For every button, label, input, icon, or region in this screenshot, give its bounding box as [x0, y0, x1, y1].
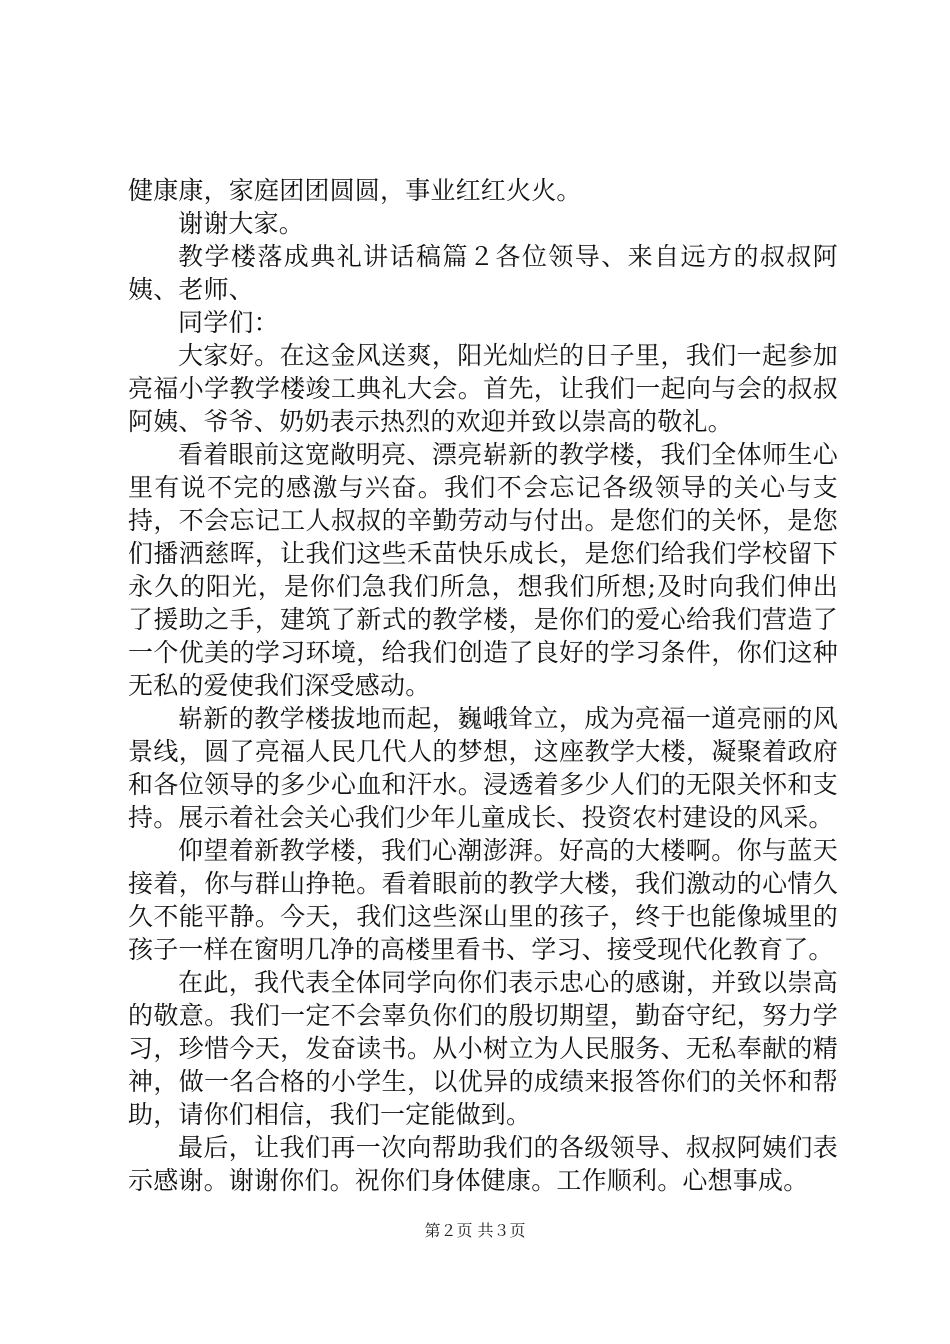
paragraph-3: 教学楼落成典礼讲话稿篇２各位领导、来自远方的叔叔阿姨、老师、 [128, 242, 838, 304]
page-number-footer: 第２页 共３页 [424, 1221, 526, 1240]
paragraph-8: 仰望着新教学楼，我们心潮澎湃。好高的大楼啊。你与蓝天接着，你与群山挣艳。看着眼前的教学大楼，我们激动的心情久久不能平静。今天，我们这些深山里的孩子，终于也能像城里的孩子一样在窗明几净的高楼里看书、学习、接受现代化教育了。 [128, 836, 838, 964]
paragraph-2: 谢谢大家。 [178, 209, 305, 238]
paragraph-5: 大家好。在这金风送爽，阳光灿烂的日子里，我们一起参加亮福小学教学楼竣工典礼大会。首先，让我们一起向与会的叔叔阿姨、爷爷、奶奶表示热烈的欢迎并致以崇高的敬礼。 [128, 341, 838, 436]
paragraph-10: 最后，让我们再一次向帮助我们的各级领导、叔叔阿姨们表示感谢。谢谢你们。祝你们身体健康。工作顺利。心想事成。 [128, 1133, 838, 1195]
paragraph-9: 在此，我代表全体同学向你们表示忠心的感谢，并致以崇高的敬意。我们一定不会辜负你们的殷切期望，勤奋守纪，努力学习，珍惜今天，发奋读书。从小树立为人民服务、无私奉献的精神，做一名合格的小学生，以优异的成绩来报答你们的关怀和帮助，请你们相信，我们一定能做到。 [128, 968, 838, 1129]
paragraph-6: 看着眼前这宽敞明亮、漂亮崭新的教学楼，我们全体师生心里有说不完的感激与兴奋。我们不会忘记各级领导的关心与支持，不会忘记工人叔叔的辛勤劳动与付出。是您们的关怀，是您们播洒慈晖，让我们这些禾苗快乐成长，是您们给我们学校留下永久的阳光，是你们急我们所急，想我们所想;及时向我们伸出了援助之手，建筑了新式的教学楼，是你们的爱心给我们营造了一个优美的学习环境，给我们创造了良好的学习条件，你们这种无私的爱使我们深受感动。 [128, 440, 838, 700]
document-body [128, 174, 838, 1197]
paragraph-1: 健康康，家庭团团圆圆，事业红红火火。 [128, 176, 582, 205]
paragraph-7: 崭新的教学楼拔地而起，巍峨耸立，成为亮福一道亮丽的风景线，圆了亮福人民几代人的梦想，这座教学大楼，凝聚着政府和各位领导的多少心血和汗水。浸透着多少人们的无限关怀和支持。展示着社会关心我们少年儿童成长、投资农村建设的风采。 [128, 704, 838, 832]
paragraph-4: 同学们： [178, 308, 279, 337]
